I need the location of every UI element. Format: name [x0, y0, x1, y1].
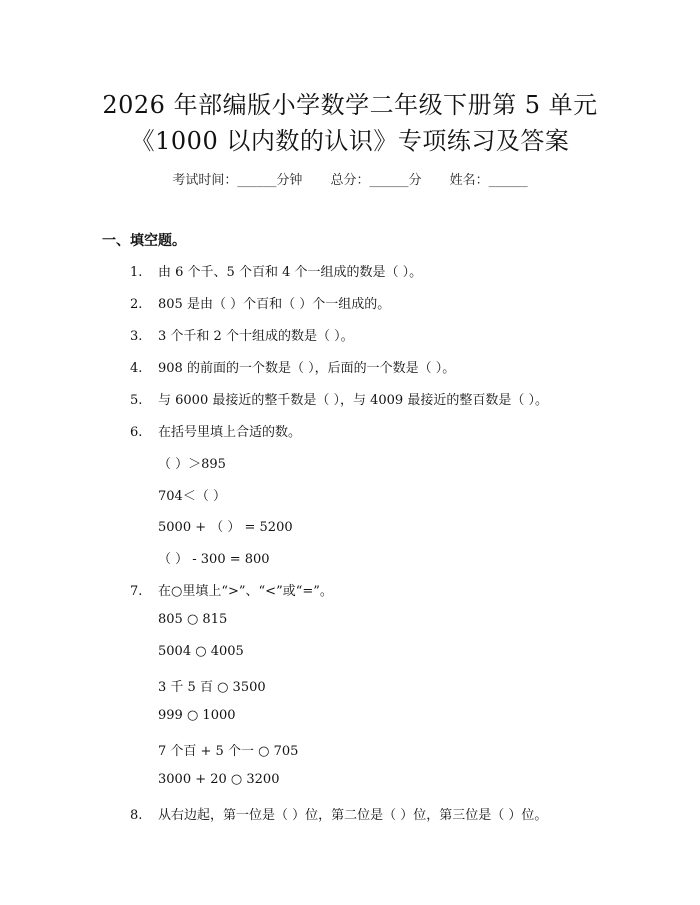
question-number: 3.: [130, 329, 143, 344]
document-title-line1: 2026 年部编版小学数学二年级下册第 5 单元: [102, 91, 598, 119]
document-title-line2: 《1000 以内数的认识》专项练习及答案: [130, 127, 570, 155]
question-4: [130, 357, 455, 376]
exam-info: [0, 169, 700, 188]
question-number: 6.: [130, 425, 143, 440]
exam-time: 考试时间：______分钟: [172, 173, 303, 188]
question-text: 与 6000 最接近的整千数是（ ），与 4009 最接近的整百数是（ ）。: [158, 393, 548, 408]
total-score: 总分：______分: [330, 173, 422, 188]
question-6-item: （ ） - 300 = 800: [158, 552, 270, 567]
question-text: 908 的前面的一个数是（ ），后面的一个数是（ ）。: [158, 361, 456, 376]
question-text: 在○里填上“>”、“<”或“=”。: [158, 584, 333, 599]
question-number: 5.: [130, 393, 143, 408]
question-1: [130, 261, 422, 280]
question-7-item: 3 千 5 百 ○ 3500: [158, 680, 266, 695]
question-6-item: 5000 + （ ） = 5200: [158, 520, 293, 535]
question-6: [130, 421, 301, 440]
question-7: [130, 580, 333, 599]
question-7-item: 7 个百 + 5 个一 ○ 705: [158, 744, 299, 759]
question-7-item: 805 ○ 815: [158, 612, 228, 627]
question-7-item: 999 ○ 1000: [158, 708, 236, 723]
question-text: 805 是由（ ）个百和（ ）个一组成的。: [158, 297, 391, 312]
question-text: 由 6 个千、5 个百和 4 个一组成的数是（ ）。: [158, 265, 423, 280]
question-number: 4.: [130, 361, 143, 376]
question-2: [130, 293, 390, 312]
question-5: [130, 389, 548, 408]
question-6-item: 704＜（ ）: [158, 489, 226, 504]
question-number: 8.: [130, 808, 143, 823]
question-text: 在括号里填上合适的数。: [158, 425, 302, 440]
question-3: [130, 325, 354, 344]
question-text: 从右边起，第一位是（ ）位，第二位是（ ）位，第三位是（ ）位。: [158, 808, 548, 823]
question-8: [130, 804, 547, 823]
question-number: 1.: [130, 265, 143, 280]
question-7-item: 5004 ○ 4005: [158, 644, 244, 659]
section-heading: 一、填空题。: [102, 233, 186, 249]
question-6-item: （ ）＞895: [158, 457, 226, 472]
question-number: 2.: [130, 297, 143, 312]
question-7-item: 3000 + 20 ○ 3200: [158, 772, 280, 787]
student-name-field: 姓名：______: [449, 173, 528, 188]
question-text: 3 个千和 2 个十组成的数是（ ）。: [158, 329, 354, 344]
question-number: 7.: [130, 584, 143, 599]
